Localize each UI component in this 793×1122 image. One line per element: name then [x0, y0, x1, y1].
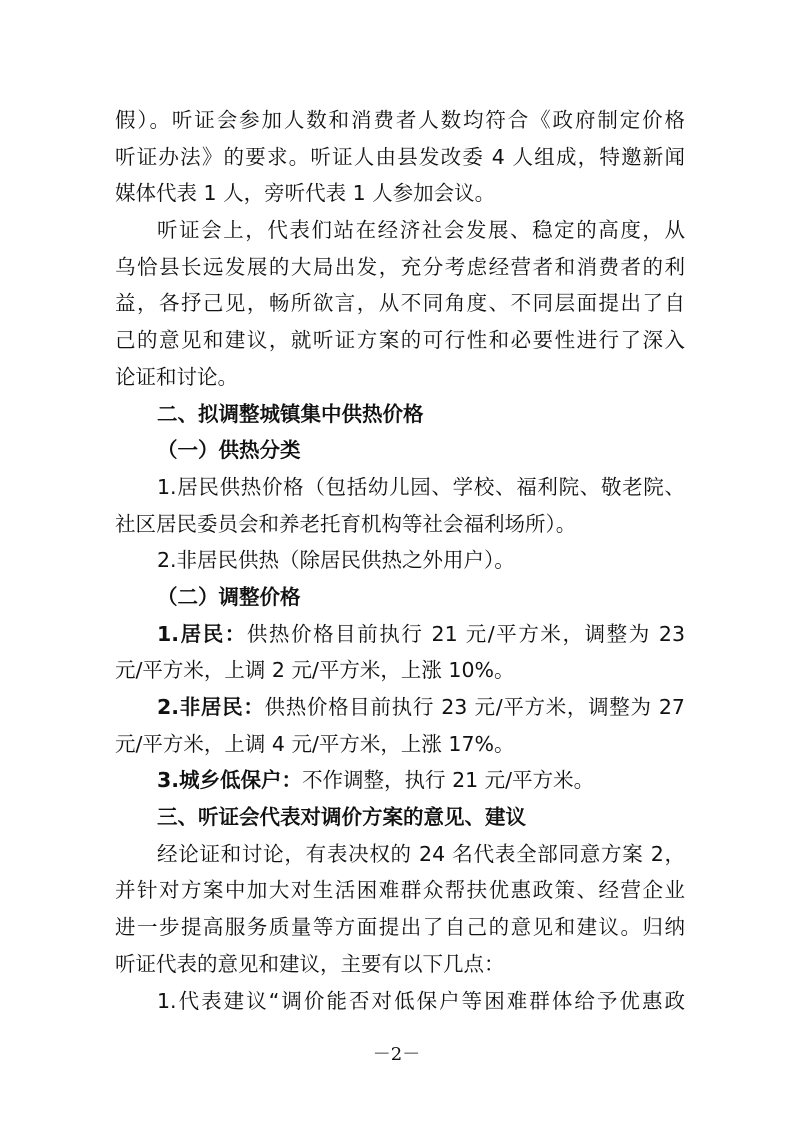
line-text: 并针对方案中加大对生活困难群众帮扶优惠政策、经营企业 [115, 878, 685, 903]
text-line [115, 359, 685, 396]
text-line [115, 542, 685, 579]
text-line [115, 652, 685, 689]
line-text: 乌恰县长远发展的大局出发，充分考虑经营者和消费者的利 [115, 254, 685, 279]
line-text: 论证和讨论。 [115, 364, 238, 389]
line-text: 听证代表的意见和建议，主要有以下几点： [115, 951, 505, 976]
line-text: 进一步提高服务质量等方面提出了自己的意见和建议。归纳 [115, 915, 685, 940]
document-body [115, 102, 685, 1019]
line-text: 1.代表建议“调价能否对低保户等困难群体给予优惠政 [157, 988, 685, 1013]
line-text: 三、听证会代表对调价方案的意见、建议 [157, 805, 526, 830]
text-line [115, 469, 685, 506]
line-text: 二、拟调整城镇集中供热价格 [157, 401, 424, 426]
item-label: 2.非居民： [157, 695, 265, 719]
page-number: －2－ [372, 1044, 421, 1065]
section-heading [115, 579, 685, 616]
text-line [115, 506, 685, 543]
text-line [115, 946, 685, 983]
text-line [115, 249, 685, 286]
text-line [115, 836, 685, 873]
line-text: 听证会上，代表们站在经济社会发展、稳定的高度，从 [157, 218, 685, 243]
line-text: 益，各抒己见，畅所欲言，从不同角度、不同层面提出了自 [115, 291, 685, 316]
line-text: 元/平方米，上调 4 元/平方米，上涨 17%。 [115, 731, 515, 756]
text-line [115, 212, 685, 249]
text-line [115, 872, 685, 909]
text-line [115, 102, 685, 139]
line-text: 供热价格目前执行 21 元/平方米，调整为 23 [246, 621, 685, 646]
line-text: 假）。听证会参加人数和消费者人数均符合《政府制定价格 [115, 108, 685, 132]
text-line [115, 175, 685, 212]
text-line [115, 689, 685, 726]
line-text: 听证办法》的要求。听证人由县发改委 4 人组成，特邀新闻 [115, 144, 685, 169]
line-text: 2.非居民供热（除居民供热之外用户）。 [157, 548, 515, 573]
line-text: 不作调整，执行 21 元/平方米。 [302, 768, 595, 793]
item-label: 3.城乡低保户： [157, 768, 303, 793]
section-heading [115, 396, 685, 433]
line-text: 经论证和讨论，有表决权的 24 名代表全部同意方案 2， [157, 841, 685, 866]
text-line [115, 616, 685, 653]
text-line [115, 762, 685, 799]
text-line [115, 983, 685, 1020]
line-text: 供热价格目前执行 23 元/平方米，调整为 27 [264, 695, 685, 719]
section-heading [115, 432, 685, 469]
line-text: 1.居民供热价格（包括幼儿园、学校、福利院、敬老院、 [157, 474, 685, 499]
text-line [115, 726, 685, 763]
line-text: （二）调整价格 [157, 584, 301, 609]
text-line [115, 322, 685, 359]
line-text: 元/平方米，上调 2 元/平方米，上涨 10%。 [115, 658, 515, 683]
line-text: 媒体代表 1 人，旁听代表 1 人参加会议。 [115, 181, 496, 206]
text-line [115, 909, 685, 946]
line-text: 己的意见和建议，就听证方案的可行性和必要性进行了深入 [115, 328, 685, 353]
text-line [115, 285, 685, 322]
item-label: 1.居民： [157, 621, 247, 646]
section-heading [115, 799, 685, 836]
line-text: 社区居民委员会和养老托育机构等社会福利场所）。 [115, 511, 577, 536]
text-line [115, 139, 685, 176]
line-text: （一）供热分类 [157, 438, 301, 463]
